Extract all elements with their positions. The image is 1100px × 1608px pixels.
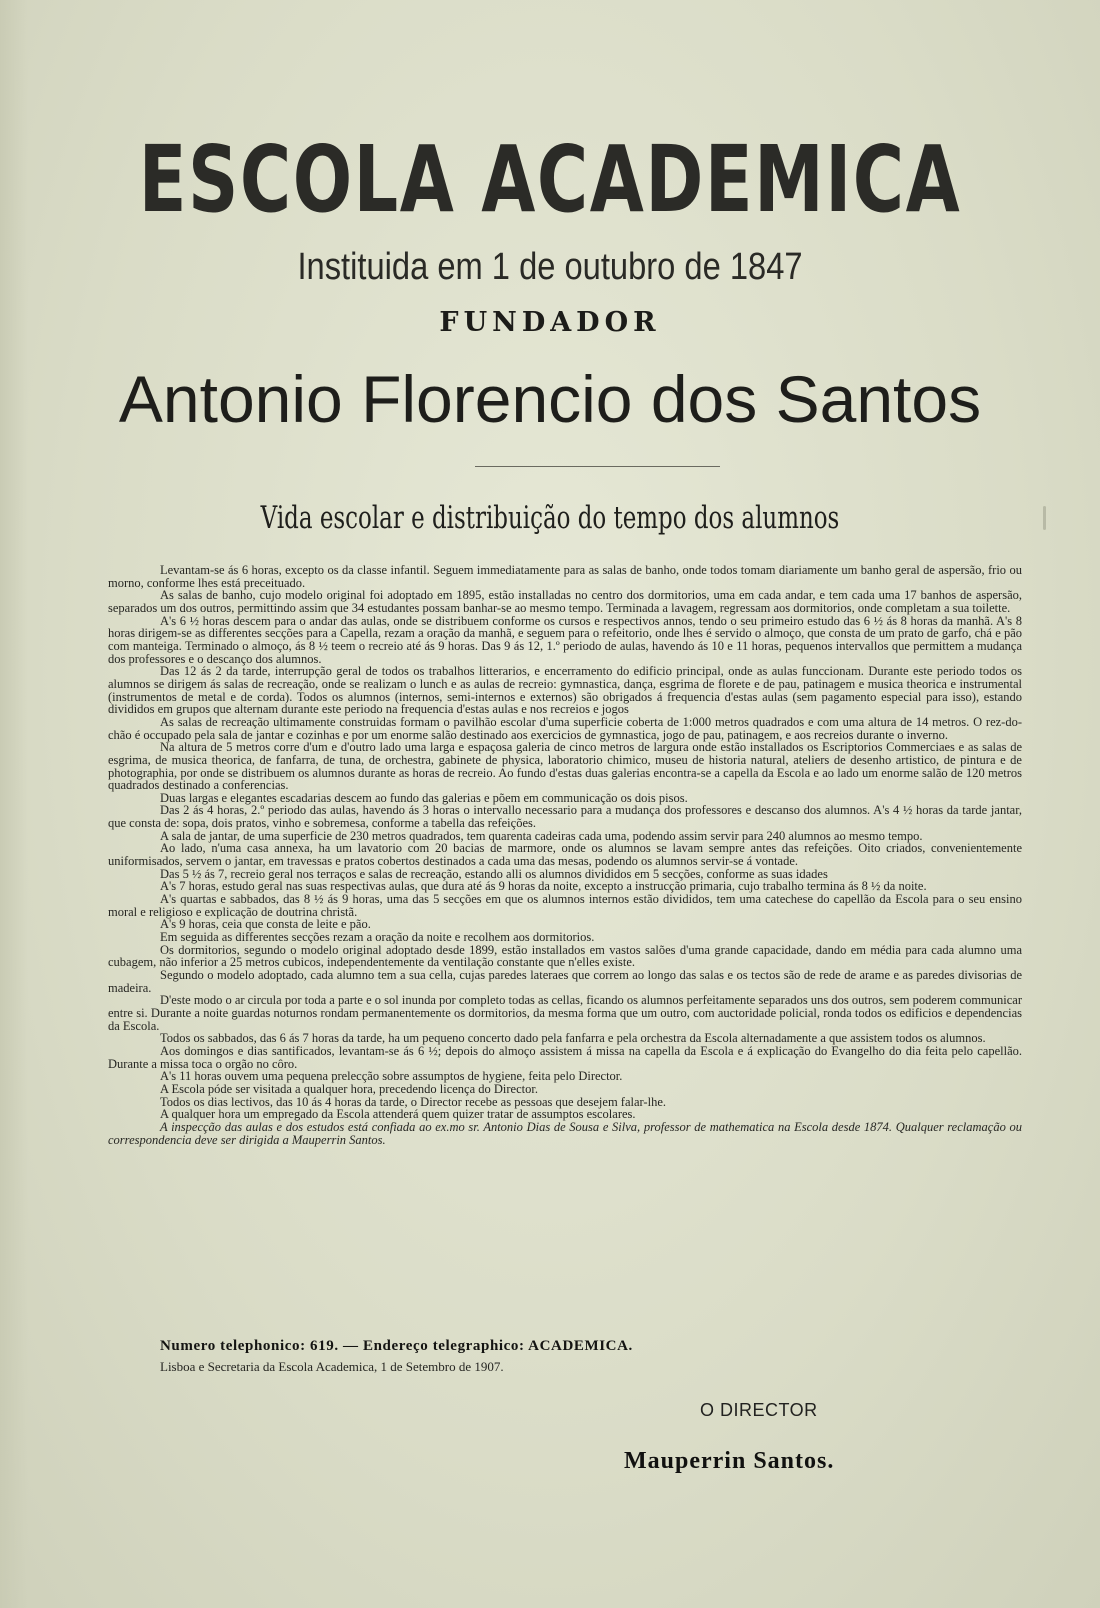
paragraph: Das 12 ás 2 da tarde, interrupção geral de todos os trabalhos litterarios, e encerramento do edificio principal, onde as aulas funccionam. Durante este periodo todos os alumnos se dirigem ás salas de recreação, onde se realizam o lunch e as aulas de recreio: gymnastica, dança, esgrima de florete e de pau, patinagem e musica theorica e instrumental (instrumentos de metal e de corda). Todos os alumnos (internos, semi-internos e externos) são obrigados á frequencia d'estas aulas (sem pagamento especial para isso), estando divididos em grupos que alternam durante este periodo na frequencia d'estas aulas e nos recreios e jogos: [108, 664, 1022, 717]
paper-mark: [1043, 506, 1046, 530]
paragraph: Os dormitorios, segundo o modelo original adoptado desde 1899, estão installados em vastos salões d'uma grande capacidade, dando em média para cada alumno uma cubagem, não inferior a 25 metros cubicos, independentemente da ventilação constante que n'elles existe.: [108, 942, 1022, 970]
paragraph: A's 11 horas ouvem uma pequena prelecção sobre assumptos de hygiene, feita pelo Director.: [160, 1069, 623, 1084]
paragraph: Duas largas e elegantes escadarias descem ao fundo das galerias e põem em communicação os dois pisos.: [160, 790, 688, 805]
paragraph: A inspecção das aulas e dos estudos está confiada ao ex.mo sr. Antonio Dias de Sousa e Silva, professor de mathematica na Escola desde 1874. Qualquer reclamação ou correspondencia deve ser dirigida a Mauperrin Santos.: [108, 1119, 1022, 1147]
paragraph: Em seguida as differentes secções rezam a oração da noite e recolhem aos dormitorios.: [160, 930, 595, 945]
divider-rule: [475, 466, 720, 467]
section-heading: Vida escolar e distribuição do tempo dos alumnos: [260, 500, 840, 536]
paragraph: A's quartas e sabbados, das 8 ½ ás 9 horas, uma das 5 secções em que os alumnos internos estão divididos, tem uma catechese do capellão da Escola para o seu ensino moral e religioso e explicação de doutrina christã.: [108, 892, 1022, 919]
paragraph: As salas de banho, cujo modelo original foi adoptado em 1895, estão installadas no centro dos dormitorios, uma em cada andar, e tem cada uma 17 banhos de aspersão, separados um dos outros, permittindo assim que 34 estudantes possam banhar-se ao mesmo tempo. Terminada a lavagem, regressam aos dormitorios, onde completam a sua toilette.: [108, 588, 1022, 615]
paper-edge-shadow: [0, 0, 28, 1608]
paragraph: Das 2 ás 4 horas, 2.º periodo das aulas, havendo ás 3 horas o intervallo necessario para a mudança dos professores e descanso dos alumnos. A's 4 ½ horas da tarde jantar, que consta de: sopa, dois pratos, vinho e sobremesa, conforme a tabella das refeições.: [108, 803, 1022, 831]
schedule-body: [108, 564, 1022, 1146]
director-label: O DIRECTOR: [700, 1400, 818, 1420]
paragraph: D'este modo o ar circula por toda a parte e o sol inunda por completo todas as cellas, ficando os alumnos perfeitamente separados uns dos outros, sem poderem communicar entre si. Durante a noite guardas noturnos rondam permanentemente os dormitorios, da mesma forma que um outro, com auctoridade policial, ronda todos os edificios e dependencias da Escola.: [108, 993, 1022, 1033]
date-line: Lisboa e Secretaria da Escola Academica, 1 de Setembro de 1907.: [160, 1359, 504, 1374]
paragraph: Todos os sabbados, das 6 ás 7 horas da tarde, ha um pequeno concerto dado pela fanfarra e pela orchestra da Escola alternadamente a que assistem todos os alumnos.: [160, 1031, 986, 1046]
founder-name: Antonio Florencio dos Santos: [118, 362, 982, 436]
paragraph: Levantam-se ás 6 horas, excepto os da classe infantil. Seguem immediatamente para as salas de banho, onde todos tomam diariamente um banho geral de aspersão, frio ou morno, conforme lhes está preceituado.: [108, 563, 1022, 590]
paragraph: As salas de recreação ultimamente construidas formam o pavilhão escolar d'uma superficie coberta de 1:000 metros quadrados e com uma altura de 14 metros. O rez-do-chão é occupado pela sala de jantar e cozinhas e por um enorme salão destinado aos exercicios de gymnastica, jogo de pau, patinagem, e aos recreios durante o inverno.: [108, 714, 1022, 742]
paragraph: Ao lado, n'uma casa annexa, ha um lavatorio com 20 bacias de marmore, onde os alumnos se lavam sempre antes das refeições. Oito criados, convenientemente uniformisados, servem o jantar, em travessas e pratos cobertos destinados a cada uma das mesas, podendo os alumnos servir-se á vontade.: [108, 841, 1022, 869]
paragraph: A sala de jantar, de uma superficie de 230 metros quadrados, tem quarenta cadeiras cada uma, podendo assim servir para 240 alumnos ao mesmo tempo.: [160, 828, 923, 843]
paragraph: A's 7 horas, estudo geral nas suas respectivas aulas, que dura até ás 9 horas da noite, excepto a instrucção primaria, cujo trabalho termina ás 8 ½ da noite.: [160, 879, 927, 894]
paragraph: Segundo o modelo adoptado, cada alumno tem a sua cella, cujas paredes lateraes que correm ao longo das salas e os tectos são de rede de arame e as paredes divisorias de madeira.: [108, 968, 1022, 995]
paragraph: Todos os dias lectivos, das 10 ás 4 horas da tarde, o Director recebe as pessoas que desejem falar-lhe.: [160, 1094, 666, 1109]
paragraph: Das 5 ½ ás 7, recreio geral nos terraços e salas de recreação, estando alli os alumnos divididos em 5 secções, conforme as suas idades: [160, 866, 828, 881]
paragraph: A's 9 horas, ceia que consta de leite e pão.: [160, 917, 371, 932]
contact-line: Numero telephonico: 619. — Endereço telegraphico: ACADEMICA.: [160, 1338, 633, 1354]
paragraph: A's 6 ½ horas descem para o andar das aulas, onde se distribuem conforme os cursos e respectivos annos, tendo o seu primeiro estudo das 6 ½ ás 8 horas da manhã. A's 8 horas dirigem-se as differentes secções para a Capella, rezam a oração da manhã, e seguem para o refeitorio, onde lhes é servido o almoço, que consta de um prato de garfo, chá e pão com manteiga. Terminado o almoço, ás 8 ½ teem o recreio até ás 9 horas. Das 9 ás 12, 1.º periodo de aulas, havendo ás 10 e 11 horas, pequenos intervallos que permittem a mudança dos professores e o descanço dos alumnos.: [108, 613, 1022, 666]
paragraph: A qualquer hora um empregado da Escola attenderá quem quizer tratar de assumptos escolares.: [160, 1107, 636, 1122]
founder-label: FUNDADOR: [439, 307, 661, 338]
founding-date-line: Instituida em 1 de outubro de 1847: [297, 246, 803, 288]
paragraph: Aos domingos e dias santificados, levantam-se ás 6 ½; depois do almoço assistem á missa na capella da Escola e á explicação do Evangelho do dia feita pelo capellão. Durante a missa toca o orgão no côro.: [108, 1043, 1022, 1071]
paragraph: Na altura de 5 metros corre d'um e d'outro lado uma larga e espaçosa galeria de cinco metros de largura onde estão installados os Escriptorios Commerciaes e as salas de esgrima, de musica theorica, de fanfarra, de tuna, de orchestra, gabinete de physica, laboratorio chimico, museu de historia natural, ateliers de desenho artistico, de pintura e de photographia, por onde se distribuem os alumnos durante as horas de recreio. Ao fundo d'estas duas galerias encontra-se a capella da Escola e ao lado um enorme salão de 120 metros quadrados destinado a conferencias.: [108, 740, 1022, 793]
director-signature: Mauperrin Santos.: [624, 1448, 835, 1474]
school-title: ESCOLA ACADEMICA: [138, 126, 962, 233]
paragraph: A Escola póde ser visitada a qualquer hora, precedendo licença do Director.: [160, 1081, 538, 1096]
